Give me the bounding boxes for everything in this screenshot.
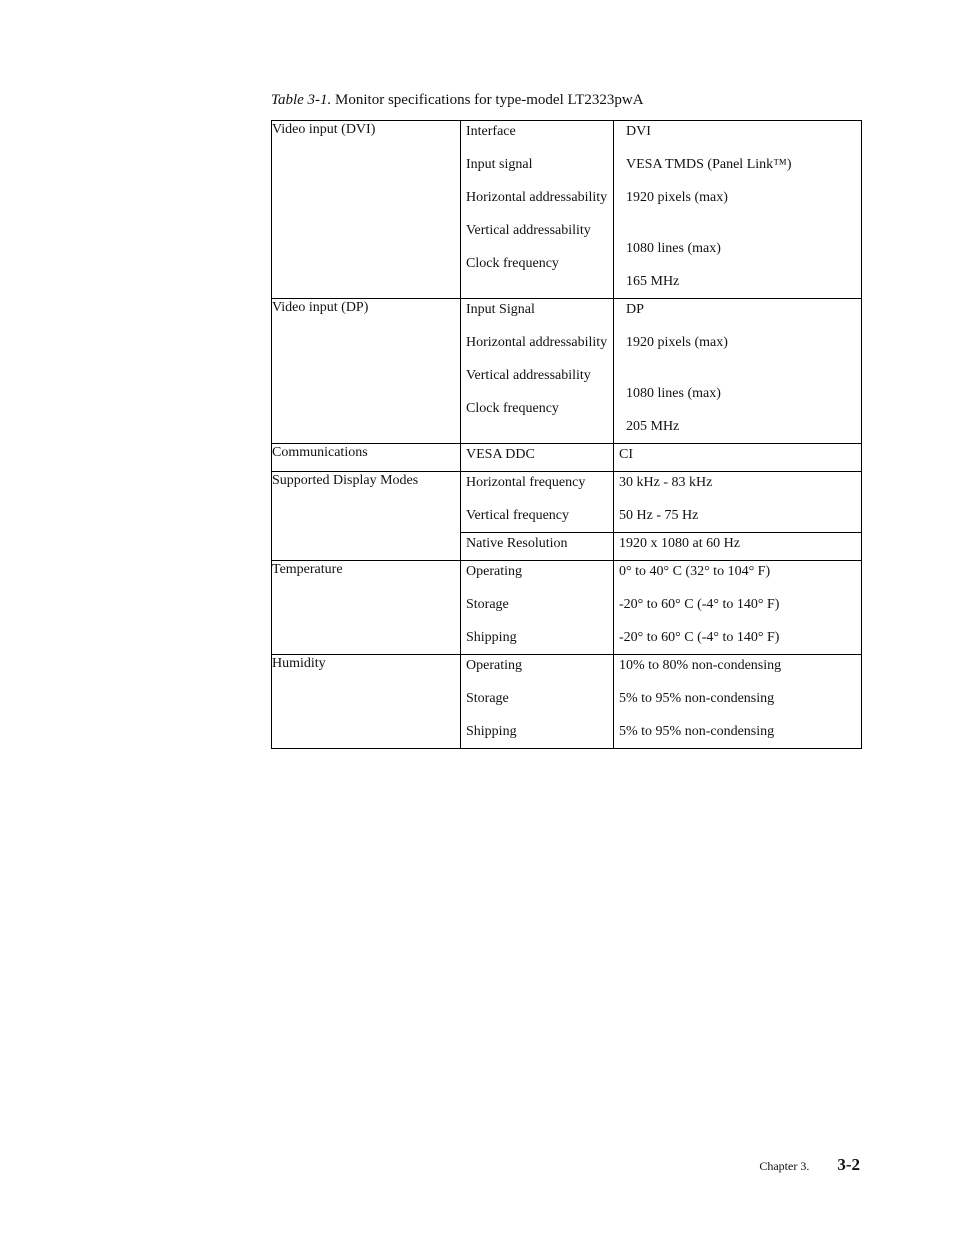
spec-label: Shipping [466,724,517,739]
spec-value: 5% to 95% non-condensing [619,691,775,706]
spec-label: Operating [466,658,522,673]
label-cell [461,299,614,444]
specifications-table [271,120,862,749]
spec-value: 30 kHz - 83 kHz [619,475,713,490]
spec-label: Vertical frequency [466,508,569,523]
value-cell [614,444,862,472]
label-cell [461,655,614,749]
spec-value: 10% to 80% non-condensing [619,658,782,673]
spec-value: -20° to 60° C (-4° to 140° F) [619,630,780,645]
category-cell: Supported Display Modes [272,472,461,561]
value-cell [614,299,862,444]
spec-value: 1920 pixels (max) [626,335,728,350]
spec-value: 1080 lines (max) [626,241,721,256]
spec-label: Vertical addressability [466,368,591,383]
table-row-communications [272,444,862,472]
table-caption-text: Monitor specifications for type-model LT2323pwA [331,92,644,108]
page-number: 3-2 [837,1155,860,1174]
table-row-display-modes [272,472,862,533]
category-cell: Video input (DP) [272,299,461,444]
spec-value: CI [619,447,633,462]
table-row-temperature [272,561,862,655]
category-cell: Temperature [272,561,461,655]
chapter-label: Chapter 3. [759,1159,810,1173]
value-cell [614,533,862,561]
table-caption [271,90,644,110]
label-cell [461,561,614,655]
spec-value: 0° to 40° C (32° to 104° F) [619,564,771,579]
spec-label: Input signal [466,157,533,172]
spec-label: Storage [466,691,509,706]
table-row-humidity [272,655,862,749]
spec-value: 165 MHz [626,274,680,289]
spec-label: Horizontal addressability [466,190,608,205]
value-cell [614,655,862,749]
spec-value: 1920 x 1080 at 60 Hz [619,536,740,551]
spec-value: DVI [626,124,651,139]
table-row-dvi [272,121,862,299]
spec-value: 50 Hz - 75 Hz [619,508,699,523]
spec-label: Shipping [466,630,517,645]
label-cell [461,121,614,299]
spec-value: 205 MHz [626,419,680,434]
spec-value: VESA TMDS (Panel Link™) [626,157,792,172]
spec-label: Vertical addressability [466,223,591,238]
spec-label: Horizontal addressability [466,335,608,350]
table-caption-label: Table 3-1. [271,92,332,108]
spec-label: Native Resolution [466,536,568,551]
category-cell: Humidity [272,655,461,749]
spec-label: Clock frequency [466,256,559,271]
spec-label: Storage [466,597,509,612]
label-cell [461,533,614,561]
label-cell [461,444,614,472]
category-cell: Communications [272,444,461,472]
value-cell [614,561,862,655]
spec-value: 1920 pixels (max) [626,190,728,205]
table-row-dp [272,299,862,444]
spec-value: 5% to 95% non-condensing [619,724,775,739]
spec-label: Interface [466,124,516,139]
label-cell [461,472,614,533]
spec-label: Input Signal [466,302,535,317]
spec-value: DP [626,302,644,317]
value-cell [614,121,862,299]
spec-value: 1080 lines (max) [626,386,721,401]
spec-label: Horizontal frequency [466,475,586,490]
page-footer [759,1155,860,1175]
spec-label: Operating [466,564,522,579]
category-cell: Video input (DVI) [272,121,461,299]
spec-label: Clock frequency [466,401,559,416]
spec-value: -20° to 60° C (-4° to 140° F) [619,597,780,612]
spec-label: VESA DDC [466,447,535,462]
value-cell [614,472,862,533]
